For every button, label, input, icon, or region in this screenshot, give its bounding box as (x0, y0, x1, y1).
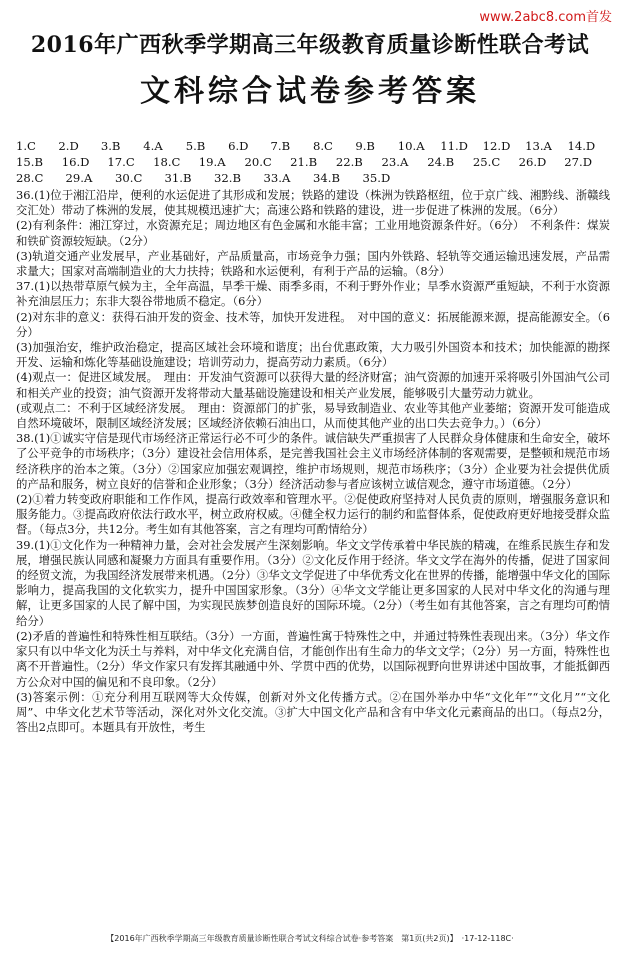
choice-answer: 8.C (312, 139, 333, 153)
choice-answer: 20.C (244, 155, 272, 169)
choice-answer: 30.C (115, 171, 143, 185)
choice-answer: 16.D (61, 155, 90, 169)
choice-answer: 33.A (263, 171, 291, 185)
answer-paragraph: (3)轨道交通产业发展早，产业基础好，产品质量高，市场竞争力强；国内外铁路、轻轨等交通运输迅速发展，产品需求量大；国家对高端制造业的大力扶持；铁路和水运便利，有利于产品的运输。（8分） (16, 248, 610, 279)
answer-paragraph: (3)答案示例：①充分利用互联网等大众传媒，创新对外文化传播方式。②在国外举办中华“文化年”“文化月”“文化周”、中华文化艺术节等活动，深化对外文化交流。③扩大中国文化产品和含有中华文化元素商品的出口。（每点2分，答出2点即可。本题具有开放性，考生 (16, 689, 610, 735)
choice-answer: 1.C (16, 139, 36, 153)
answer-paragraph: 36.(1)位于湘江沿岸，便利的水运促进了其形成和发展；铁路的建设（株洲为铁路枢纽，位于京广线、湘黔线、浙赣线交汇处）带动了株洲的发展，使其规模迅速扩大；高速公路和铁路的建设，进一步促进了株洲的发展。（6分） (16, 188, 610, 218)
choice-answer: 18.C (153, 155, 181, 169)
answer-paragraph: (3)加强治安，维护政治稳定，提高区域社会环境和谐度；出台优惠政策，大力吸引外国资本和技术；加快能源的勘探开发、运输和炼化等基础设施建设；培训劳动力，提高劳动力素质。（6分） (16, 340, 610, 370)
answer-content (16, 188, 610, 735)
choice-answer: 34.B (313, 171, 340, 185)
choice-answer: 27.D (564, 155, 592, 169)
choice-answer: 9.B (355, 139, 375, 153)
answer-key-title: 文科综合试卷参考答案 (140, 74, 480, 109)
answer-paragraph: 37.(1)以热带草原气候为主，全年高温，旱季干燥、雨季多雨，不利于野外作业；旱季水资源严重短缺，不利于水资源补充油层压力；东非大裂谷带地质不稳定。（6分） (16, 279, 610, 309)
choice-answer: 4.A (143, 139, 163, 153)
choice-answer: 35.D (362, 171, 391, 185)
exam-title: 2016年广西秋季学期高三年级教育质量诊断性联合考试 (30, 32, 590, 58)
choice-row (16, 170, 610, 186)
answer-paragraph: (2)对东非的意义：获得石油开发的资金、技术等，加快开发进程。 对中国的意义：拓展能源来源，提高能源安全。（6分） (16, 309, 610, 339)
answer-paragraph: (2)矛盾的普遍性和特殊性相互联结。（3分）一方面，普遍性寓于特殊性之中，并通过特殊性表现出来。（3分）华文作家只有以中华文化为沃土与养料，对中华文化充满自信，才能创作出有生命力的华文文学；（2分）另一方面，特殊性也离不开普遍性。（2分）华文作家只有发挥其融通中外、学贯中西的优势，以国际视野向世界讲述中国故事，才能抵御西方公众对中国的偏见和不良印象。（2分） (16, 628, 610, 689)
choice-row (16, 154, 610, 170)
choice-answers (16, 138, 610, 186)
choice-answer: 15.B (16, 155, 43, 169)
choice-answer: 17.C (107, 155, 135, 169)
answer-paragraph: (2)①着力转变政府职能和工作作风，提高行政效率和管理水平。②促使政府坚持对人民负责的原则，增强服务意识和服务能力。③提高政府依法行政水平，树立政府权威。④健全权力运行的制约和监督体系，促使政府更好地接受群众监督。（每点3分，共12分。考生如有其他答案，言之有理均可酌情给分） (16, 492, 610, 537)
choice-answer: 23.A (381, 155, 409, 169)
choice-answer: 31.B (164, 171, 192, 185)
choice-answer: 26.D (518, 155, 547, 169)
choice-row (16, 138, 610, 154)
choice-answer: 7.B (270, 139, 291, 153)
choice-answer: 13.A (525, 139, 552, 153)
choice-answer: 19.A (198, 155, 226, 169)
choice-answer: 29.A (65, 171, 93, 185)
page-footer: 【2016年广西秋季学期高三年级教育质量诊断性联合考试文科综合试卷·参考答案 第1页(共2页)】 ·17-12-118C· (106, 934, 514, 943)
answer-paragraph: 39.(1)①文化作为一种精神力量，会对社会发展产生深刻影响。华文文学传承着中华民族的精魂，在维系民族生存和发展，增强民族认同感和凝聚力方面具有重要作用。（3分）②文化反作用于经济。华文文学在海外的传播，促进了国家间的经贸文流，为我国经济发展带来机遇。（2分）③华文文学促进了中华优秀文化在世界的传播，能增强中华文化的国际影响力，提高我国的文化软实力，提升中国国家形象。（3分）④华文文学能让更多国家的人民对中华文化的沟通与理解，让更多国家的人民了解中国，为实现民族梦创造良好的国际环境。（2分）（考生如有其他答案，言之有理均可酌情给分） (16, 537, 610, 628)
choice-answer: 21.B (290, 155, 318, 169)
answer-paragraph: (或观点二：不利于区域经济发展。 理由：资源部门的扩张，易导致制造业、农业等其他产业萎缩；资源开发可能造成自然环境破坏，限制区域经济发展；区域经济依赖石油出口，从而使其他产业的出口失去竞争力。）（6分） (16, 400, 610, 431)
choice-answer: 10.A (397, 139, 425, 153)
choice-answer: 11.D (440, 139, 468, 153)
choice-answer: 2.D (58, 139, 79, 153)
choice-answer: 12.D (482, 139, 511, 153)
answer-paragraph: (4)观点一：促进区域发展。 理由：开发油气资源可以获得大量的经济财富；油气资源的加速开采将吸引外国油气公司和相关产业的投资；油气资源开发将带动大量基础设施建设和相关产业发展，能够吸引大量劳动力就业。 (16, 370, 610, 400)
choice-answer: 22.B (335, 155, 363, 169)
choice-answer: 24.B (427, 155, 455, 169)
watermark-text: www.2abc8.com首发 (479, 10, 612, 25)
choice-answer: 5.B (185, 139, 206, 153)
choice-answer: 32.B (214, 171, 241, 185)
answer-paragraph: (2)有利条件：湘江穿过，水资源充足；周边地区有色金属和水能丰富；工业用地资源条件好。（6分） 不利条件：煤炭和铁矿资源较短缺。（2分） (16, 218, 610, 248)
choice-answer: 6.D (228, 139, 249, 153)
choice-answer: 3.B (100, 139, 121, 153)
choice-answer: 25.C (472, 155, 501, 169)
answer-paragraph: 38.(1)①诚实守信是现代市场经济正常运行必不可少的条件。诚信缺失严重损害了人民群众身体健康和生命安全，破坏了公平竞争的市场秩序；（3分）建设社会信用体系，是完善我国社会主义市场经济体制的客观需要，是整顿和规范市场经济秩序的治本之策。（3分）②国家应加强宏观调控，维护市场规则，规范市场秩序；（3分）企业要为社会提供优质的产品和服务，树立良好的信誉和企业形象；（3分）经济活动参与者应该树立诚信观念，遵守市场道德。（2分） (16, 431, 610, 491)
choice-answer: 14.D (567, 139, 596, 153)
choice-answer: 28.C (16, 171, 44, 185)
